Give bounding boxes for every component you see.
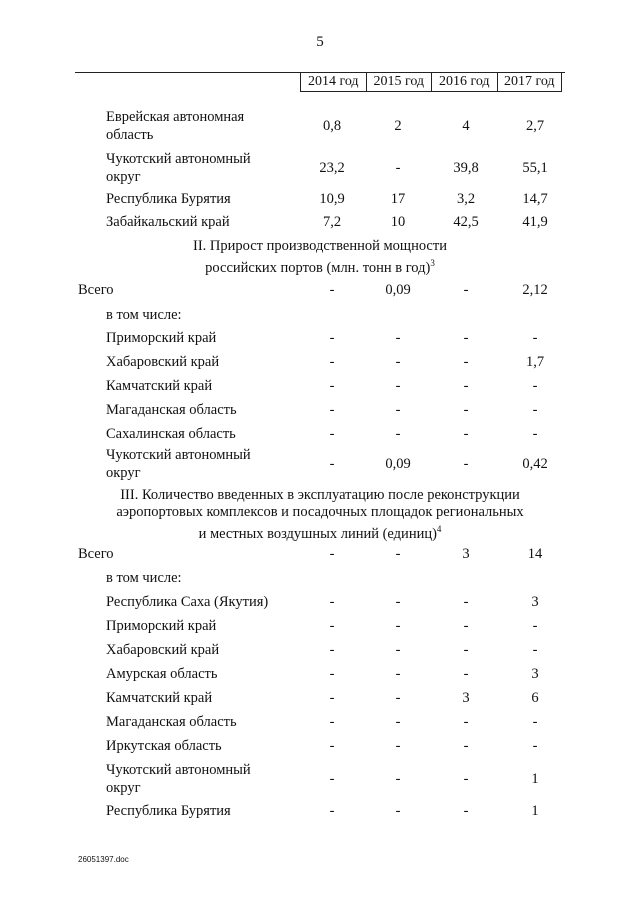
section-title-line: аэропортовых комплексов и посадочных площадок региональных bbox=[116, 504, 524, 520]
row-label bbox=[106, 617, 216, 635]
row-label-line: Магаданская область bbox=[106, 714, 237, 730]
cell-value: 17 bbox=[390, 191, 406, 207]
row-label bbox=[106, 190, 231, 208]
cell-value: 0,8 bbox=[322, 118, 342, 134]
row-label-line: Камчатский край bbox=[106, 690, 213, 706]
cell-value: 1,7 bbox=[525, 354, 545, 370]
row-label-line: в том числе: bbox=[106, 307, 182, 323]
row-label bbox=[78, 281, 114, 299]
cell-value: - bbox=[463, 456, 469, 472]
cell-value: - bbox=[329, 690, 335, 706]
row-label bbox=[106, 150, 251, 186]
cell-value: - bbox=[395, 426, 401, 442]
cell-value: 39,8 bbox=[453, 160, 479, 176]
cell-value: - bbox=[395, 803, 401, 819]
row-label bbox=[106, 329, 216, 347]
year-header-2016: 2016 год bbox=[431, 72, 497, 91]
cell-value: 4 bbox=[462, 118, 470, 134]
cell-value: - bbox=[463, 330, 469, 346]
row-label bbox=[106, 761, 251, 797]
cell-value: - bbox=[532, 426, 538, 442]
row-label-line: в том числе: bbox=[106, 570, 182, 586]
cell-value: - bbox=[329, 354, 335, 370]
cell-value: - bbox=[463, 378, 469, 394]
year-header-2017: 2017 год bbox=[497, 72, 563, 91]
year-header bbox=[300, 72, 562, 92]
cell-value: - bbox=[463, 402, 469, 418]
cell-value: 3,2 bbox=[456, 191, 476, 207]
cell-value: - bbox=[532, 642, 538, 658]
cell-value: 2 bbox=[394, 118, 402, 134]
cell-value: - bbox=[329, 771, 335, 787]
year-header-2015: 2015 год bbox=[366, 72, 432, 91]
cell-value: - bbox=[395, 714, 401, 730]
row-label-line: Иркутская область bbox=[106, 738, 222, 754]
cell-value: - bbox=[463, 803, 469, 819]
cell-value: - bbox=[532, 378, 538, 394]
row-label bbox=[106, 446, 251, 482]
cell-value: 41,9 bbox=[522, 214, 548, 230]
cell-value: - bbox=[395, 378, 401, 394]
cell-value: 14,7 bbox=[522, 191, 548, 207]
cell-value: 10,9 bbox=[319, 191, 345, 207]
row-label-line: округ bbox=[106, 465, 141, 481]
footnote-marker: 3 bbox=[430, 258, 435, 268]
cell-value: 10 bbox=[390, 214, 406, 230]
cell-value: - bbox=[329, 546, 335, 562]
cell-value: - bbox=[329, 456, 335, 472]
row-label-line: Хабаровский край bbox=[106, 642, 220, 658]
row-label bbox=[106, 593, 268, 611]
row-label-line: Чукотский автономный bbox=[106, 762, 251, 778]
cell-value: - bbox=[532, 618, 538, 634]
section-3-title bbox=[0, 487, 640, 543]
cell-value: - bbox=[532, 402, 538, 418]
cell-value: 55,1 bbox=[522, 160, 548, 176]
row-label-line: Амурская область bbox=[106, 666, 218, 682]
cell-value: - bbox=[329, 666, 335, 682]
section-title-line: российских портов (млн. тонн в год)$^3$ bbox=[205, 258, 435, 276]
cell-value: - bbox=[329, 642, 335, 658]
cell-value: 42,5 bbox=[453, 214, 479, 230]
cell-value: 0,09 bbox=[385, 282, 411, 298]
row-label bbox=[106, 213, 230, 231]
row-label-line: Камчатский край bbox=[106, 378, 213, 394]
row-label-line: Чукотский автономный bbox=[106, 151, 251, 167]
page-number: 5 bbox=[316, 34, 324, 50]
section-title-line: III. Количество введенных в эксплуатацию после реконструкции bbox=[120, 487, 520, 503]
cell-value: - bbox=[463, 666, 469, 682]
cell-value: 3 bbox=[462, 546, 470, 562]
cell-value: - bbox=[395, 738, 401, 754]
row-label-line: округ bbox=[106, 169, 141, 185]
cell-value: - bbox=[329, 714, 335, 730]
row-label-line: Республика Бурятия bbox=[106, 803, 231, 819]
cell-value: - bbox=[395, 666, 401, 682]
row-label bbox=[106, 665, 217, 683]
cell-value: - bbox=[463, 771, 469, 787]
section-title-line: II. Прирост производственной мощности bbox=[193, 238, 447, 254]
cell-value: - bbox=[329, 594, 335, 610]
row-label bbox=[106, 569, 182, 587]
cell-value: 2,12 bbox=[522, 282, 548, 298]
cell-value: - bbox=[463, 618, 469, 634]
cell-value: - bbox=[329, 282, 335, 298]
row-label bbox=[106, 802, 231, 820]
row-label-line: Еврейская автономная bbox=[106, 109, 245, 125]
row-label bbox=[106, 306, 182, 324]
row-label bbox=[106, 425, 236, 443]
row-label-line: Республика Саха (Якутия) bbox=[106, 594, 269, 610]
row-label-line: Всего bbox=[78, 546, 114, 562]
cell-value: - bbox=[395, 771, 401, 787]
cell-value: - bbox=[463, 282, 469, 298]
cell-value: - bbox=[395, 402, 401, 418]
cell-value: - bbox=[395, 618, 401, 634]
cell-value: 3 bbox=[531, 666, 539, 682]
section-2-title bbox=[0, 238, 640, 277]
cell-value: 0,09 bbox=[385, 456, 411, 472]
cell-value: - bbox=[329, 378, 335, 394]
cell-value: 7,2 bbox=[322, 214, 342, 230]
row-label-line: Всего bbox=[78, 282, 114, 298]
row-label bbox=[78, 545, 114, 563]
cell-value: - bbox=[395, 690, 401, 706]
row-label-line: Приморский край bbox=[106, 330, 217, 346]
cell-value: - bbox=[395, 160, 401, 176]
cell-value: - bbox=[463, 426, 469, 442]
cell-value: - bbox=[463, 642, 469, 658]
cell-value: 3 bbox=[531, 594, 539, 610]
row-label bbox=[106, 353, 219, 371]
row-label bbox=[106, 737, 222, 755]
cell-value: 3 bbox=[462, 690, 470, 706]
row-label bbox=[106, 689, 212, 707]
cell-value: 0,42 bbox=[522, 456, 548, 472]
cell-value: - bbox=[329, 738, 335, 754]
cell-value: - bbox=[532, 714, 538, 730]
cell-value: - bbox=[329, 402, 335, 418]
row-label-line: Хабаровский край bbox=[106, 354, 220, 370]
row-label-line: Забайкальский край bbox=[106, 214, 230, 230]
cell-value: - bbox=[329, 330, 335, 346]
cell-value: 6 bbox=[531, 690, 539, 706]
section-title-line: и местных воздушных линий (единиц)$^4$ bbox=[198, 524, 442, 542]
cell-value: 23,2 bbox=[319, 160, 345, 176]
row-label-line: область bbox=[106, 127, 154, 143]
row-label-line: Приморский край bbox=[106, 618, 217, 634]
cell-value: - bbox=[395, 354, 401, 370]
cell-value: - bbox=[395, 546, 401, 562]
row-label bbox=[106, 401, 237, 419]
cell-value: 1 bbox=[531, 803, 539, 819]
year-header-2014: 2014 год bbox=[300, 72, 366, 91]
cell-value: 14 bbox=[527, 546, 543, 562]
row-label-line: округ bbox=[106, 780, 141, 796]
row-label bbox=[106, 641, 219, 659]
cell-value: - bbox=[395, 642, 401, 658]
row-label bbox=[106, 713, 237, 731]
row-label bbox=[106, 108, 244, 144]
cell-value: - bbox=[329, 618, 335, 634]
file-name: 26051397.doc bbox=[78, 855, 129, 864]
cell-value: - bbox=[395, 594, 401, 610]
row-label-line: Сахалинская область bbox=[106, 426, 236, 442]
cell-value: - bbox=[532, 330, 538, 346]
cell-value: - bbox=[532, 738, 538, 754]
row-label-line: Магаданская область bbox=[106, 402, 237, 418]
row-label bbox=[106, 377, 212, 395]
cell-value: 2,7 bbox=[525, 118, 545, 134]
cell-value: - bbox=[329, 803, 335, 819]
cell-value: - bbox=[463, 714, 469, 730]
cell-value: - bbox=[395, 330, 401, 346]
cell-value: 1 bbox=[531, 771, 539, 787]
row-label-line: Чукотский автономный bbox=[106, 447, 251, 463]
cell-value: - bbox=[463, 738, 469, 754]
cell-value: - bbox=[329, 426, 335, 442]
footnote-marker: 4 bbox=[436, 524, 442, 534]
cell-value: - bbox=[463, 594, 469, 610]
row-label-line: Республика Бурятия bbox=[106, 191, 231, 207]
cell-value: - bbox=[463, 354, 469, 370]
